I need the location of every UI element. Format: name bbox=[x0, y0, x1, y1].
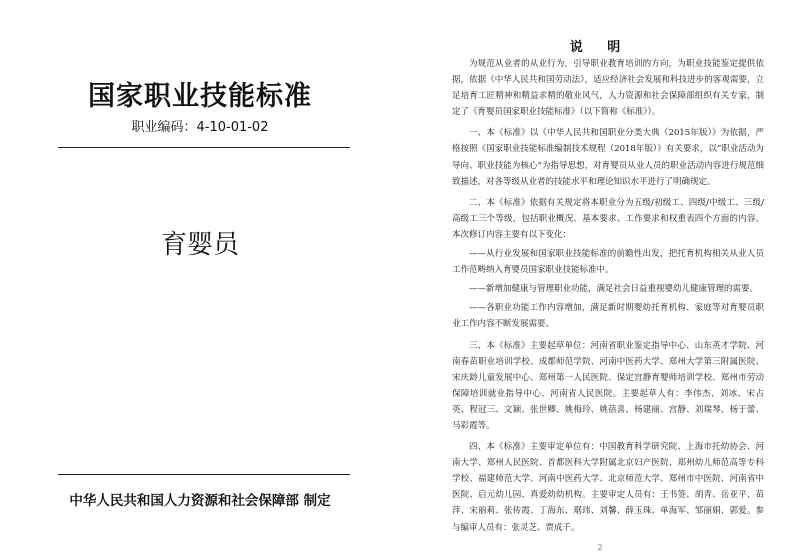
paragraph-section-3: 三、本《标准》主要起草单位：河南省职业鉴定指导中心、山东英才学院、河南春苗职业培训学校、成都师范学院、河南中医药大学、郑州大学第三附属医院、宋庆龄儿童发展中心、郑州第一人民医院、保定宫静育婴师培训学校、郑州市劳动保障培训就业指导中心、河南省人民医院。主要起草人有：李伟杰、刘冰、宋占英、程冠三、文颖、张世卿、姚梅玲、姚蓓喜、杨建丽、宫静、刘瑞琴、杨于蕾、马彩霞等。 bbox=[452, 340, 764, 431]
occupation-name: 育婴员 bbox=[160, 230, 239, 260]
top-divider bbox=[58, 147, 350, 148]
paragraph-change-1: ——从行业发展和国家职业技能标准的前瞻性出发，把托育机构相关从业人员工作范畴纳入育婴员国家职业技能标准中。 bbox=[452, 249, 764, 276]
standard-title: 国家职业技能标准 bbox=[88, 81, 312, 112]
paragraph-change-2: ——新增加健康与管理职业功能，满足社会日益重视婴幼儿健康管理的需要。 bbox=[469, 284, 759, 295]
explanation-heading: 说 明 bbox=[569, 40, 631, 55]
issuing-authority: 中华人民共和国人力资源和社会保障部 制定 bbox=[69, 493, 331, 509]
paragraph-section-4: 四、本《标准》主要审定单位有：中国教育科学研究院、上海市托幼协会、河南大学、郑州人民医院、首都医科大学附属北京妇产医院、郑州幼儿师范高等专科学校、福建师范大学、河南中医药大学、北京师范大学、郑州市中医院、河南省中医院、启元幼儿园、真爱幼幼机构。主要审定人员有：王书签、胡青、岳亚平、苗萍、宋丽莉、张传霞、丁海东、琚玮、刘馨、薛玉珠、单海军、邹丽娟、郭爱。参与编审人员有：张灵芝、贾成千。 bbox=[452, 442, 764, 533]
explanation-body bbox=[452, 56, 764, 541]
bottom-divider bbox=[58, 474, 350, 475]
page-number: 2 bbox=[597, 543, 603, 552]
explanation-page bbox=[400, 0, 800, 560]
paragraph-section-1: 一、本《标准》以《中华人民共和国职业分类大典（2015年版）》为依据，严格按照《国家职业技能标准编制技术规程（2018年版）》有关要求，以“职业活动为导向、职业技能为核心”为指导思想，对育婴员从业人员的职业活动内容进行规范细致描述，对各等级从业者的技能水平和理论知识水平进行了明确规定。 bbox=[452, 128, 764, 187]
paragraph-change-3: ——各职业功能工作内容增加，满足新时期婴幼托育机构、家庭等对育婴员职业工作内容不断发展需要。 bbox=[452, 303, 764, 330]
occupation-code: 职业编码：4-10-01-02 bbox=[131, 120, 269, 135]
paragraph-section-2: 二、本《标准》依据有关规定将本职业分为五级/初级工、四级/中级工、三级/高级工三个等级，包括职业概况、基本要求、工作要求和权重表四个方面的内容。本次修订内容主要有以下变化： bbox=[452, 197, 764, 240]
paragraph-preface: 为规范从业者的从业行为，引导职业教育培训的方向，为职业技能鉴定提供依据，依据《中华人民共和国劳动法》，适应经济社会发展和科技进步的客观需要，立足培育工匠精神和精益求精的敬业风气，人力资源和社会保障部组织有关专家，制定了《育婴员国家职业技能标准》（以下简称《标准》）。 bbox=[452, 59, 764, 118]
